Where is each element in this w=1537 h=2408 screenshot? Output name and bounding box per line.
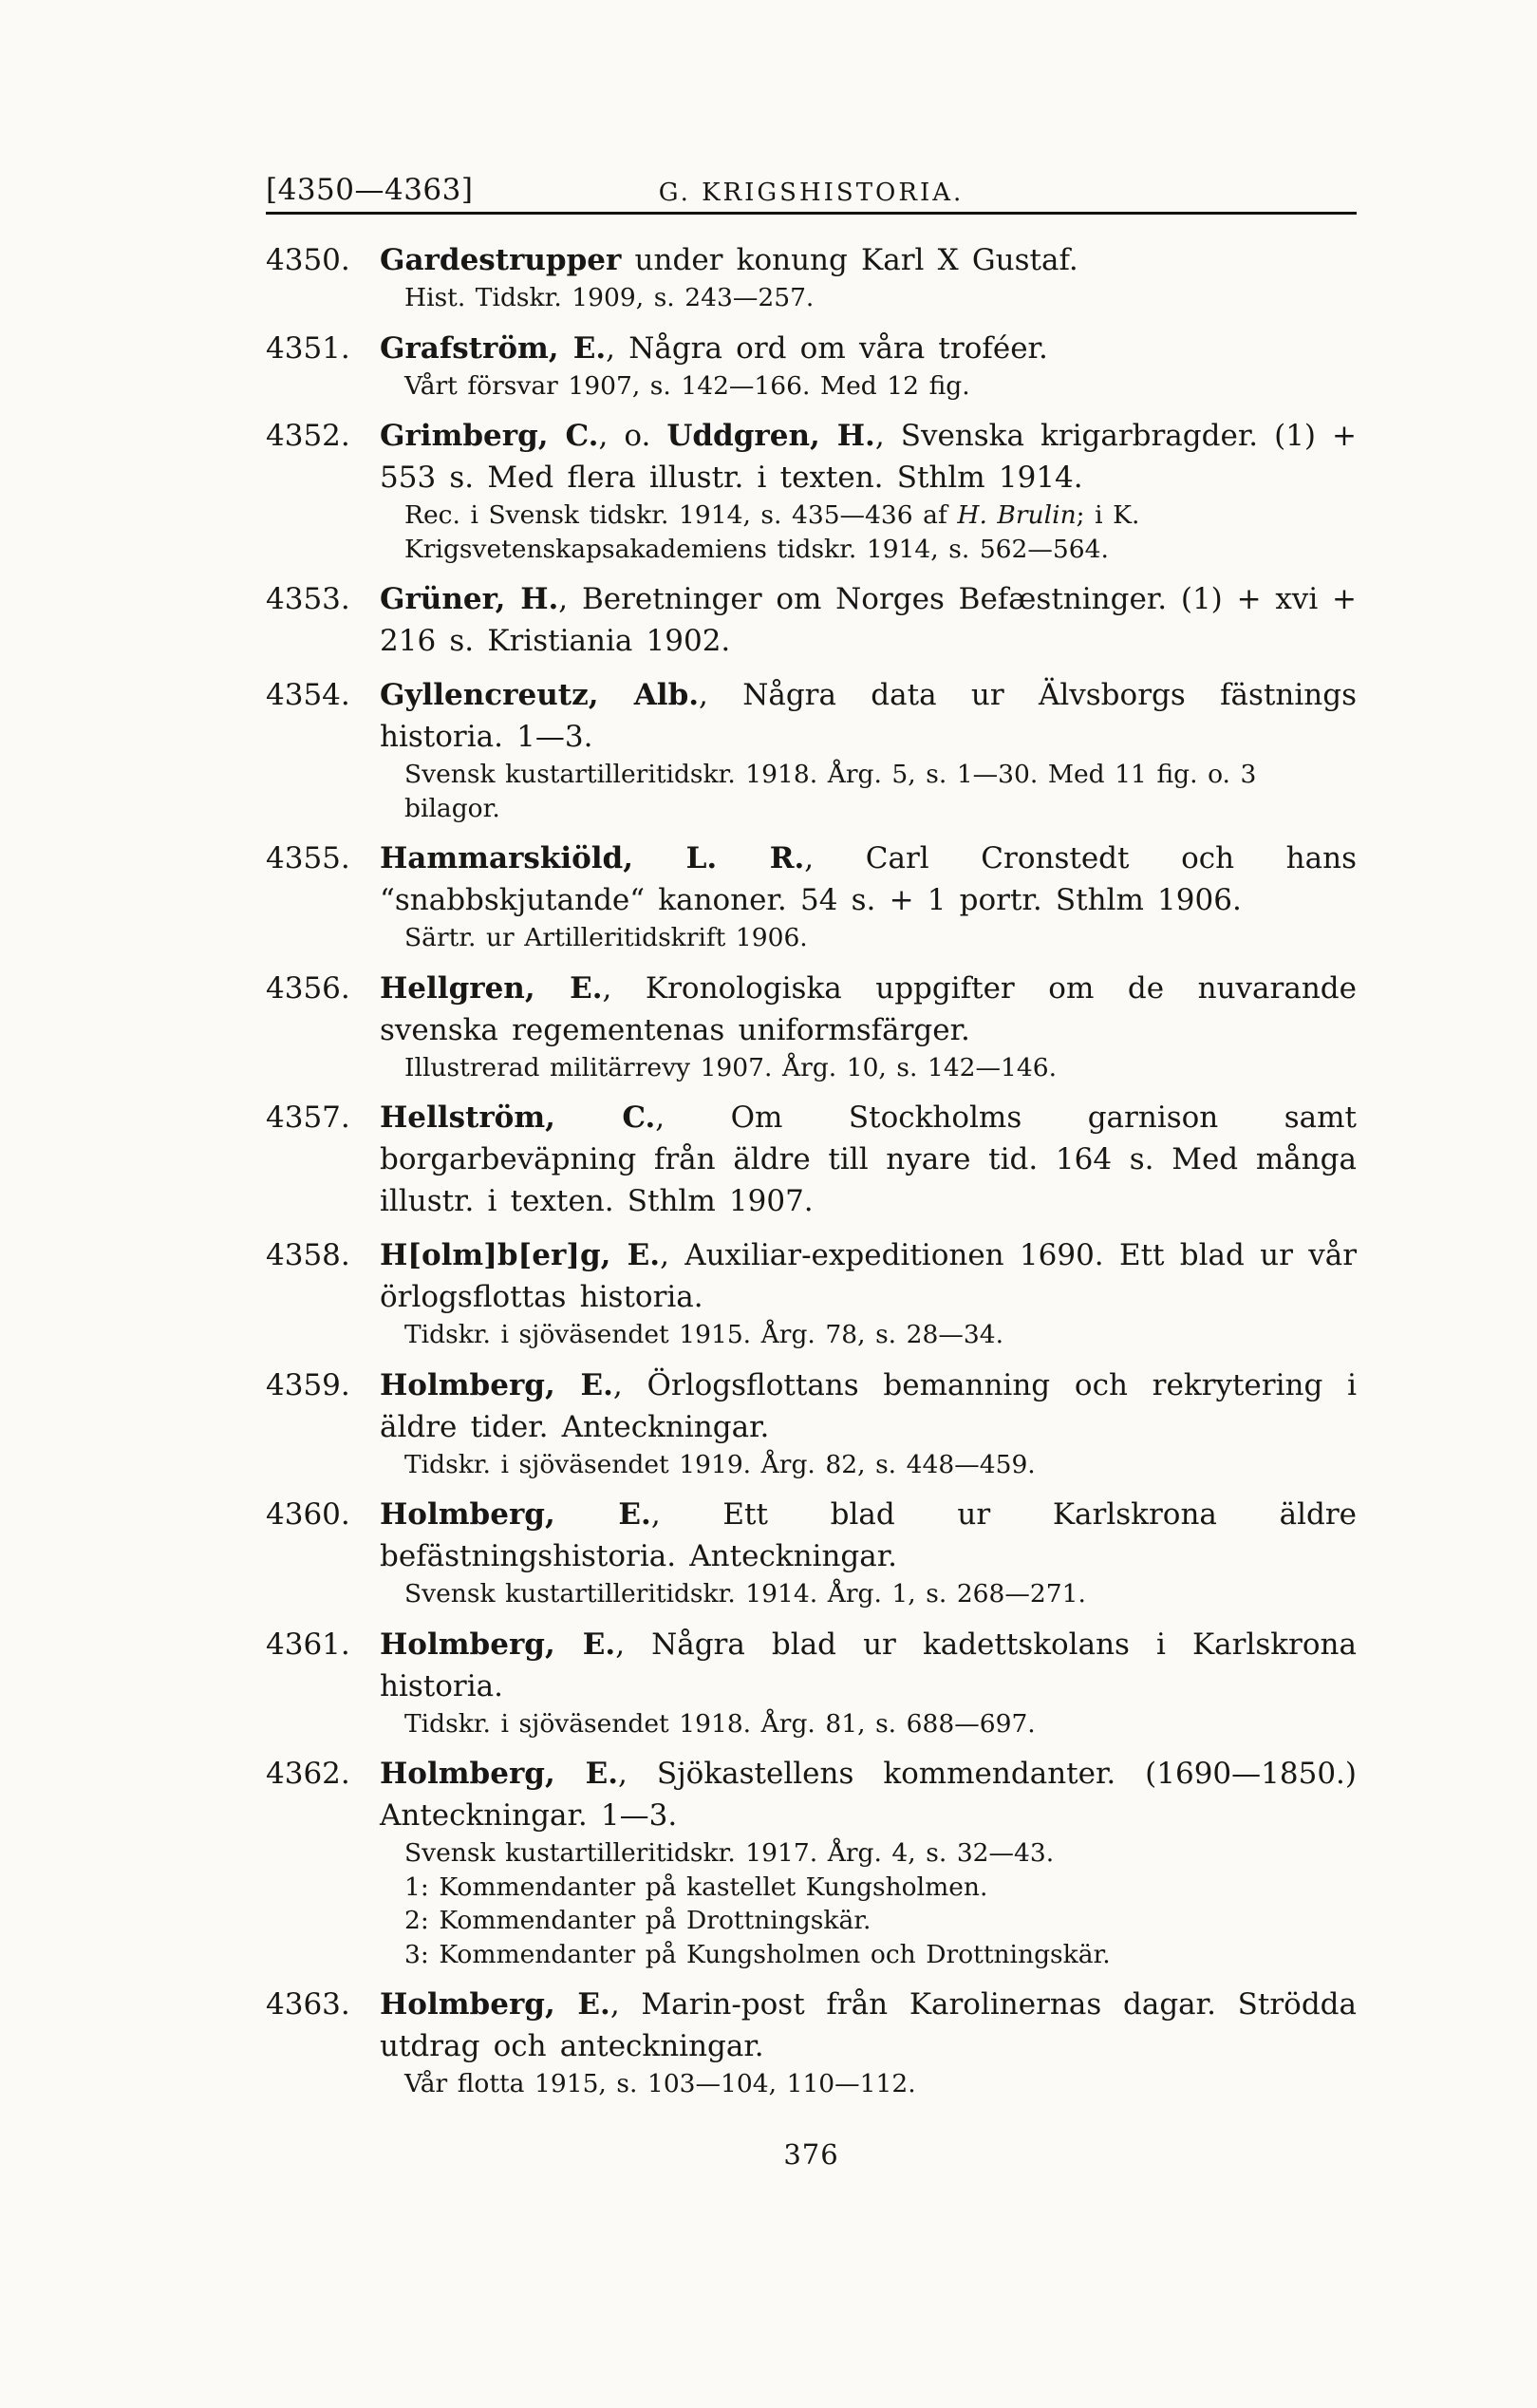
note-text-segment: Tidskr. i sjöväsendet 1918. Årg. 81, s. 688—697. [404,1708,1036,1739]
entry-main-text [380,1753,1357,1836]
note-text-segment: Illustrerad militärrevy 1907. Årg. 10, s. 142—146. [404,1052,1058,1082]
entry-citation-note [404,1318,1357,1352]
entry-number: 4360. [266,1497,350,1533]
entry-body [380,578,1357,662]
entry-number: 4361. [266,1627,350,1662]
entry-body [380,1624,1357,1741]
entry-main-text [380,1494,1357,1577]
note-text-segment: Tidskr. i sjöväsendet 1915. Årg. 78, s. 28—34. [404,1320,1004,1350]
bibliography-entry [266,1494,1357,1611]
entry-citation-note [404,369,1357,404]
bibliography-entry [266,1364,1357,1482]
entry-number: 4357. [266,1101,350,1136]
note-text-segment: Svensk kustartilleritidskr. 1917. Årg. 4, s. 32—43. [404,1838,1055,1869]
entry-citation-note [404,1707,1357,1741]
entry-body [380,415,1357,566]
entry-text-segment: , Ett blad ur Karlskrona äldre befästningshistoria. Anteckningar. [380,1497,1357,1574]
entry-text-segment: , Beretninger om Norges Befæstninger. (1) + xvi + 216 s. Kristiania 1902. [380,582,1357,659]
note-text-segment: Vår flotta 1915, s. 103—104, 110—112. [404,2069,916,2099]
author-name: Gardestrupper [380,243,622,277]
note-text-segment: Svensk kustartilleritidskr. 1914. Årg. 1, s. 268—271. [404,1579,1086,1609]
entry-text-segment: , Några blad ur kadettskolans i Karlskrona historia. [380,1627,1357,1703]
entry-citation-note [404,2067,1357,2101]
note-text-segment: Rec. i Svensk tidskr. 1914, s. 435—436 af [404,500,958,531]
entry-number: 4358. [266,1238,350,1273]
entry-text-segment: under konung Karl X Gustaf. [621,243,1078,277]
entry-body [380,1753,1357,1971]
entry-body [380,837,1357,955]
author-name: Holmberg, E. [380,1987,610,2022]
entry-body [380,328,1357,404]
entry-body [380,239,1357,315]
bibliography-entry [266,1984,1357,2101]
bibliography-entry [266,1624,1357,1741]
entry-citation-note [404,921,1357,955]
note-text-segment: 3: Kommendanter på Kungsholmen och Drottningskär. [404,1939,1111,1969]
entry-number: 4352. [266,419,350,454]
entry-main-text [380,837,1357,921]
entry-text-segment: , Svenska krigarbragder. (1) + 553 s. Med flera illustr. i texten. Sthlm 1914. [380,419,1358,496]
bibliography-entry [266,578,1357,662]
page-header [266,173,1357,215]
note-text-segment: Vårt försvar 1907, s. 142—166. Med 12 fig. [404,370,970,401]
author-name: Holmberg, E. [380,1757,619,1792]
entry-number: 4350. [266,243,350,277]
author-name: Grimberg, C. [380,419,599,454]
page-footer [266,2138,1357,2171]
entry-body [380,968,1357,1085]
entry-main-text [380,1097,1357,1222]
author-name: Hellgren, E. [380,970,603,1006]
entry-text-segment: , Några data ur Älvsborgs fästnings historia. 1—3. [380,678,1357,755]
running-title: G. KRIGSHISTORIA. [658,179,965,207]
entry-text-segment: , Sjökastellens kommendanter. (1690—1850.) Anteckningar. 1—3. [380,1757,1357,1834]
note-text-segment: Särtr. ur Artilleritidskrift 1906. [404,923,808,953]
entry-list [266,239,1357,2101]
note-text-segment: ; i K. Krigsvetenskapsakademiens tidskr. 1914, s. 562—564. [404,500,1140,564]
entry-citation-note [404,1938,1357,1972]
entry-citation-note [404,1871,1357,1905]
entry-main-text [380,415,1357,499]
entry-number: 4356. [266,970,350,1006]
entry-body [380,1984,1357,2101]
entry-number: 4359. [266,1367,350,1402]
entry-citation-note [404,1448,1357,1482]
author-name: H[olm]b[er]g, E. [380,1238,661,1273]
entry-main-text [380,328,1357,369]
bibliography-entry [266,415,1357,566]
author-name: Grafström, E. [380,330,607,366]
entry-number: 4362. [266,1757,350,1792]
entry-citation-note [404,1904,1357,1938]
entry-text-segment: , Marin-post från Karolinernas dagar. Strödda utdrag och anteckningar. [380,1987,1357,2064]
note-text-segment: Tidskr. i sjöväsendet 1919. Årg. 82, s. 448—459. [404,1449,1036,1479]
entry-text-segment: , Några ord om våra troféer. [606,330,1048,366]
entry-main-text [380,968,1357,1051]
entry-citation-note [404,1836,1357,1871]
bibliography-entry [266,674,1357,825]
entry-citation-note [404,1051,1357,1085]
author-name: Hellström, C. [380,1101,656,1136]
bibliography-entry [266,968,1357,1085]
entry-body [380,1364,1357,1482]
entry-text-segment: , o. [598,419,667,454]
entry-main-text [380,239,1357,281]
entry-citation-note [404,1577,1357,1611]
bibliography-entry [266,837,1357,955]
author-name: Holmberg, E. [380,1627,616,1662]
entry-citation-note [404,499,1357,566]
bibliography-entry [266,1097,1357,1222]
note-text-segment: 1: Kommendanter på kastellet Kungsholmen. [404,1872,988,1902]
entry-text-segment: , Om Stockholms garnison samt borgarbeväpning från äldre till nyare tid. 164 s. Med många illustr. i texten. Sthlm 1907. [380,1101,1357,1219]
entry-main-text [380,674,1357,758]
entry-citation-note [404,281,1357,315]
entry-text-segment: , Örlogsflottans bemanning och rekrytering i äldre tider. Anteckningar. [380,1367,1357,1444]
author-name: Holmberg, E. [380,1367,613,1402]
entry-body [380,1234,1357,1352]
entry-main-text [380,1984,1357,2067]
author-name: Hammarskiöld, L. R. [380,841,805,876]
entry-number: 4354. [266,678,350,713]
author-name: Uddgren, H. [666,419,875,454]
entry-number: 4355. [266,841,350,876]
entry-text-segment: , Kronologiska uppgifter om de nuvarande svenska regementenas uniformsfärger. [380,970,1357,1047]
entry-number-range: [4350—4363] [266,173,474,207]
author-name: Holmberg, E. [380,1497,651,1533]
bibliography-entry [266,1753,1357,1971]
bibliography-entry [266,328,1357,404]
entry-number: 4363. [266,1987,350,2022]
author-name: Grüner, H. [380,582,559,617]
italic-text: H. Brulin [957,500,1077,531]
bibliography-entry [266,239,1357,315]
entry-main-text [380,1364,1357,1448]
entry-body [380,1097,1357,1222]
entry-main-text [380,1234,1357,1318]
entry-text-segment: , Carl Cronstedt och hans “snabbskjutande“ kanoner. 54 s. + 1 portr. Sthlm 1906. [380,841,1358,918]
page-number: 376 [783,2138,839,2171]
entry-body [380,1494,1357,1611]
entry-citation-note [404,758,1357,825]
note-text-segment: 2: Kommendanter på Drottningskär. [404,1906,872,1936]
author-name: Gyllencreutz, Alb. [380,678,700,713]
bibliography-entry [266,1234,1357,1352]
note-text-segment: Svensk kustartilleritidskr. 1918. Årg. 5, s. 1—30. Med 11 fig. o. 3 bilagor. [404,760,1257,823]
entry-number: 4353. [266,582,350,617]
note-text-segment: Hist. Tidskr. 1909, s. 243—257. [404,283,815,313]
entry-text-segment: , Auxiliar-expeditionen 1690. Ett blad ur vår örlogsflottas historia. [380,1238,1358,1315]
entry-body [380,674,1357,825]
entry-main-text [380,1624,1357,1707]
entry-main-text [380,578,1357,662]
entry-number: 4351. [266,330,350,366]
